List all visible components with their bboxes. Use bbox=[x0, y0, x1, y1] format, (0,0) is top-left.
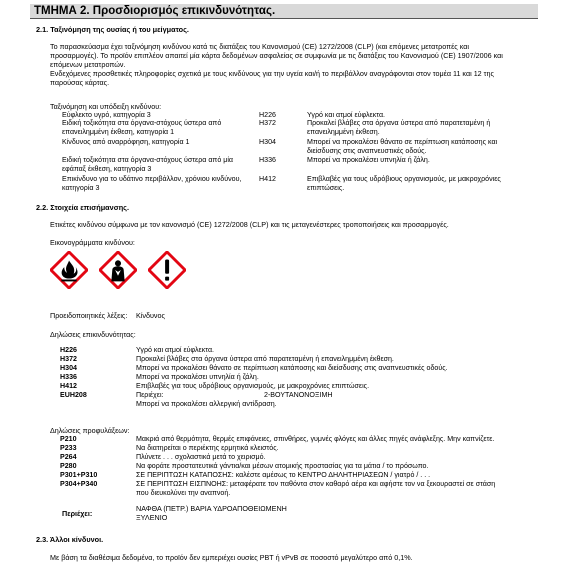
classification-label: Ταξινόμηση και υπόδειξη κινδύνου: bbox=[50, 102, 162, 111]
hazard-code: H304 bbox=[259, 138, 276, 146]
signal-word: Κίνδυνος bbox=[136, 311, 165, 320]
p-text: Να φοράτε προστατευτικά γάντια/και μέσων ατομικής προστασίας για τα μάτια / το πρόσωπο. bbox=[136, 462, 429, 470]
class-text: κατηγορία 3 bbox=[62, 183, 100, 192]
heading-2-2: 2.2. Στοιχεία επισήμανσης. bbox=[36, 203, 129, 212]
hazard-code: H336 bbox=[259, 156, 276, 164]
p-text: Μακριά από θερμότητα, θερμές επιφάνειες, σπινθήρες, γυμνές φλόγες και άλλες πηγές ανάφλεξης. Μην καπνίζετε. bbox=[136, 435, 495, 443]
h-statements-label: Δηλώσεις επικινδυνότητας: bbox=[50, 330, 136, 339]
class-text: Επικίνδυνο για το υδάτινο περιβάλλον, χρόνιου κινδύνου, bbox=[62, 175, 242, 183]
pictogram-label: Εικονογράμματα κινδύνου: bbox=[50, 238, 135, 247]
hazard-code: H412 bbox=[259, 175, 276, 183]
p-code: P304+P340 bbox=[60, 480, 98, 488]
p-code: P280 bbox=[60, 462, 77, 470]
flame-icon bbox=[50, 251, 88, 289]
hazard-desc: Προκαλεί βλάβες στα όργανα ύστερα από παρατεταμένη ή bbox=[307, 119, 491, 127]
p-code: P264 bbox=[60, 453, 77, 461]
p-text: ΣΕ ΠΕΡΙΠΤΩΣΗ ΕΙΣΠΝΟΗΣ: μεταφέρατε τον παθόντα στον καθαρό αέρα και αφήστε τον να ξεκουραστεί σε στάση bbox=[136, 480, 496, 488]
p-code: P301+P310 bbox=[60, 471, 98, 479]
p-text: Πλύνετε . . . σχολαστικά μετά το χειρισμό. bbox=[136, 453, 266, 461]
hazard-desc: Υγρό και ατμοί εύφλεκτα. bbox=[307, 111, 386, 119]
label-intro: Ετικέτες κινδύνου σύμφωνα με τον κανονισμό (CE) 1272/2008 (CLP) και τις μεταγενέστερες τροποποιήσεις και προσαρμογές. bbox=[50, 220, 449, 229]
p-code: P233 bbox=[60, 444, 77, 452]
contains-item: ΞΥΛΕΝΙΟ bbox=[136, 513, 168, 522]
para-line: επόμενων μετατροπών. bbox=[50, 60, 126, 69]
h-text: Μπορεί να προκαλέσει αλλεργική αντίδραση. bbox=[136, 400, 277, 408]
contains-list bbox=[136, 504, 287, 522]
hazard-desc: διείσδυσης στις αναπνευστικές οδούς. bbox=[307, 146, 427, 155]
para-line: Ενδεχόμενες προσθετικές πληροφορίες σχετικά με τους κινδύνους για την υγεία και/ή το περιβάλλον αναγράφονται στον τομέα 11 και 12 της bbox=[50, 69, 494, 78]
p-text: Να διατηρείται ο περιέκτης ερμητικά κλειστός. bbox=[136, 444, 279, 452]
h-text: Περιέχει: bbox=[136, 391, 164, 399]
class-text: επανειλημμένη έκθεση, κατηγορία 1 bbox=[62, 127, 175, 136]
h-text: Προκαλεί βλάβες στα όργανα ύστερα από παρατεταμένη ή επανειλημμένη έκθεση. bbox=[136, 355, 394, 363]
p-statements-label: Δηλώσεις προφυλάξεων: bbox=[50, 426, 130, 435]
para-line: παρούσας κάρτας. bbox=[50, 78, 110, 87]
h-code: H372 bbox=[60, 355, 77, 363]
class-text: Ειδική τοξικότητα στα όργανα-στόχους ύστερα από bbox=[62, 119, 222, 127]
h-code: H304 bbox=[60, 364, 77, 372]
health-hazard-icon bbox=[99, 251, 137, 289]
signal-word-label: Προειδοποιητικές λέξεις: bbox=[50, 311, 128, 320]
para-line: Το παρασκεύασμα έχει ταξινόμηση κινδύνου κατά τις διατάξεις του Κανονισμού (CE) 1272/2008 (CLP) (και επόμενες μετατροπές και bbox=[50, 42, 470, 51]
hazard-desc: Μπορεί να προκαλέσει υπνηλία ή ζάλη. bbox=[307, 156, 430, 164]
hazard-code: H226 bbox=[259, 111, 276, 119]
class-text: Ειδική τοξικότητα στα όργανα-στόχους ύστερα από μία bbox=[62, 156, 233, 164]
other-hazards-text: Με βάση τα διαθέσιμα δεδομένα, το προϊόν δεν εμπεριέχει ουσίες PBT ή vPvB σε ποσοστό μεγαλύτερο από 0,1%. bbox=[50, 553, 413, 562]
p-code: P210 bbox=[60, 435, 77, 443]
hazard-desc: Μπορεί να προκαλέσει θάνατο σε περίπτωση κατάποσης και bbox=[307, 138, 498, 146]
h-code: H336 bbox=[60, 373, 77, 381]
p-text: ΣΕ ΠΕΡΙΠΤΩΣΗ ΚΑΤΑΠΟΣΗΣ: καλέστε αμέσως το ΚΕΝΤΡΟ ΔΗΛΗΤΗΡΙΑΣΕΩΝ / γιατρό / . . . bbox=[136, 471, 431, 479]
class-text: εφάπαξ έκθεση, κατηγορία 3 bbox=[62, 164, 152, 173]
h-code: EUH208 bbox=[60, 391, 87, 399]
h-code: H412 bbox=[60, 382, 77, 390]
para-line: προσαρμογές). Το προϊόν επιπλέον απαιτεί μία κάρτα δεδομένων ασφαλείας σε συμφωνία με τις διατάξεις του Κανονισμού (CE) 1907/2006 και bbox=[50, 51, 503, 60]
contains-item: ΝΑΦΘΑ (ΠΕΤΡ.) ΒΑΡΙΑ ΥΔΡΟΑΠΟΘΕΙΩΜΕΝΗ bbox=[136, 504, 287, 513]
p-text: που διευκολύνει την αναπνοή. bbox=[136, 489, 231, 497]
contains-label: Περιέχει: bbox=[62, 509, 93, 518]
h-text: Υγρό και ατμοί εύφλεκτα. bbox=[136, 346, 215, 354]
hazard-desc: επιπτώσεις. bbox=[307, 183, 345, 192]
exclamation-icon bbox=[148, 251, 186, 289]
heading-2-1: 2.1. Ταξινόμηση της ουσίας ή του μείγματος. bbox=[36, 25, 189, 34]
h-text: Μπορεί να προκαλέσει θάνατο σε περίπτωση κατάποσης και διείσδυσης στις αναπνευστικές οδούς. bbox=[136, 364, 448, 372]
hazard-code: H372 bbox=[259, 119, 276, 127]
classification-paragraph bbox=[50, 42, 540, 87]
section-title: ΤΜΗΜΑ 2. Προσδιορισμός επικινδυνότητας. bbox=[30, 4, 538, 19]
class-text: Κίνδυνος από αναρρόφηση, κατηγορία 1 bbox=[62, 138, 190, 146]
h-code: H226 bbox=[60, 346, 77, 354]
h-text: Μπορεί να προκαλέσει υπνηλία ή ζάλη. bbox=[136, 373, 259, 381]
h-extra: 2-ΒΟΥΤΑΝΟΝΟΞΙΜΗ bbox=[264, 391, 333, 399]
heading-2-3: 2.3. Άλλοι κίνδυνοι. bbox=[36, 535, 104, 544]
h-text: Επιβλαβές για τους υδρόβιους οργανισμούς, με μακροχρόνιες επιπτώσεις. bbox=[136, 382, 370, 390]
hazard-desc: επανειλημμένη έκθεση. bbox=[307, 127, 380, 136]
hazard-desc: Επιβλαβές για τους υδρόβιους οργανισμούς, με μακροχρόνιες bbox=[307, 175, 501, 183]
class-text: Εύφλεκτο υγρό, κατηγορία 3 bbox=[62, 111, 151, 119]
